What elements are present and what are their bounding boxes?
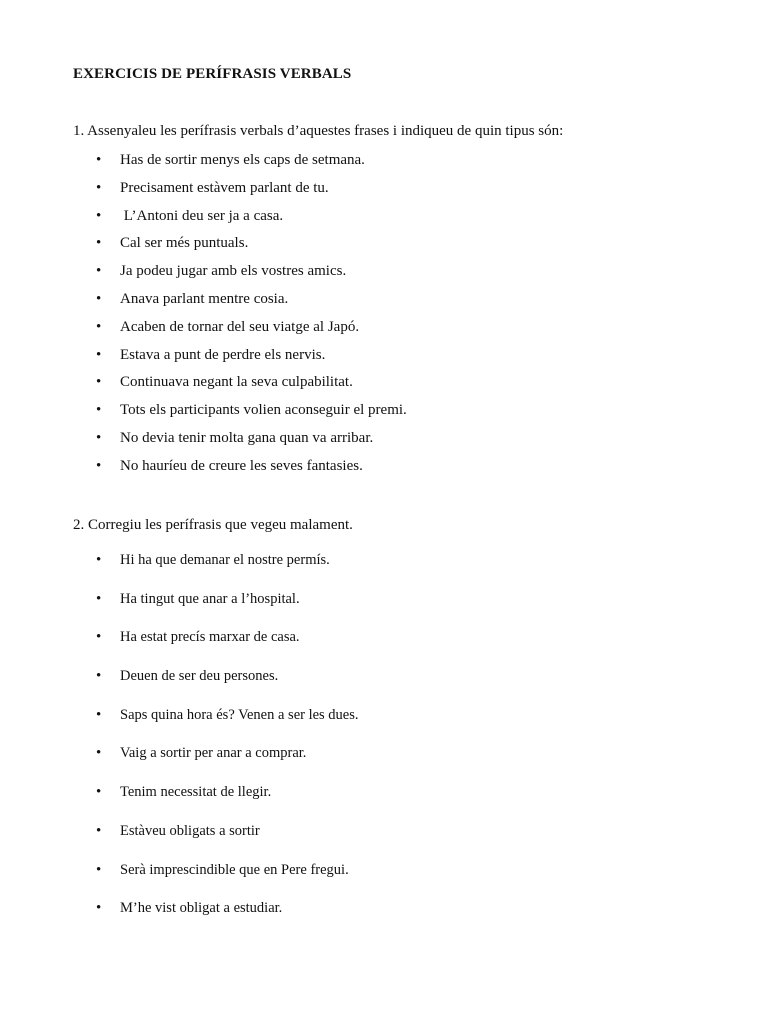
list-item	[96, 821, 716, 860]
bullet-icon: •	[96, 318, 102, 335]
list-item-text: Tenim necessitat de llegir.	[120, 784, 272, 801]
list-item	[96, 428, 716, 456]
bullet-icon: •	[96, 552, 102, 568]
bullet-icon: •	[96, 290, 102, 307]
list-item	[96, 589, 716, 628]
bullet-icon: •	[96, 629, 102, 646]
list-item	[96, 898, 716, 937]
list-item-text: Saps quina hora és? Venen a ser les dues.	[120, 706, 359, 723]
list-item	[96, 627, 716, 666]
exercise-2-heading: 2. Corregiu les perífrasis que vegeu malament.	[73, 517, 353, 533]
list-item-text: Deuen de ser deu persones.	[120, 668, 279, 685]
list-item-text: L’Antoni deu ser ja a casa.	[120, 207, 284, 224]
list-item	[96, 372, 716, 400]
bullet-icon: •	[96, 784, 102, 801]
exercise-1-heading: 1. Assenyaleu les perífrasis verbals d’aquestes frases i indiqueu de quin tipus són:	[73, 123, 564, 139]
bullet-icon: •	[96, 207, 102, 224]
list-item-text: Tots els participants volien aconseguir el premi.	[120, 402, 407, 419]
bullet-icon: •	[96, 745, 102, 762]
bullet-icon: •	[96, 374, 102, 391]
list-item-text: Continuava negant la seva culpabilitat.	[120, 374, 353, 391]
list-item-text: Ha tingut que anar a l’hospital.	[120, 590, 300, 607]
list-item	[96, 666, 716, 705]
bullet-icon: •	[96, 861, 102, 878]
list-item-text: Ha estat precís marxar de casa.	[120, 629, 300, 646]
list-item	[96, 261, 716, 289]
list-item	[96, 150, 716, 178]
bullet-icon: •	[96, 900, 102, 917]
list-item-text: Ja podeu jugar amb els vostres amics.	[120, 263, 347, 280]
bullet-icon: •	[96, 179, 102, 196]
list-item-text: Serà imprescindible que en Pere fregui.	[120, 861, 349, 878]
bullet-icon: •	[96, 152, 102, 168]
bullet-icon: •	[96, 706, 102, 723]
list-item-text: Vaig a sortir per anar a comprar.	[120, 745, 307, 762]
list-item-text: Estava a punt de perdre els nervis.	[120, 346, 326, 363]
list-item	[96, 456, 716, 484]
list-item-text: Has de sortir menys els caps de setmana.	[120, 152, 365, 168]
bullet-icon: •	[96, 668, 102, 685]
bullet-icon: •	[96, 263, 102, 280]
bullet-icon: •	[96, 457, 102, 474]
list-item-text: Precisament estàvem parlant de tu.	[120, 179, 329, 196]
bullet-icon: •	[96, 429, 102, 446]
bullet-icon: •	[96, 235, 102, 252]
list-item-text: Estàveu obligats a sortir	[120, 822, 260, 839]
list-item	[96, 550, 716, 589]
page-title: EXERCICIS DE PERÍFRASIS VERBALS	[73, 66, 352, 82]
list-item	[96, 860, 716, 899]
list-item-text: M’he vist obligat a estudiar.	[120, 900, 283, 917]
list-item-text: Cal ser més puntuals.	[120, 235, 249, 252]
bullet-icon: •	[96, 590, 102, 607]
list-item	[96, 743, 716, 782]
list-item	[96, 782, 716, 821]
bullet-icon: •	[96, 822, 102, 839]
list-item-text: Anava parlant mentre cosia.	[120, 290, 289, 307]
list-item-text: Acaben de tornar del seu viatge al Japó.	[120, 318, 360, 335]
exercise-2-list	[96, 550, 716, 937]
list-item	[96, 345, 716, 373]
bullet-icon: •	[96, 402, 102, 419]
list-item	[96, 705, 716, 744]
list-item	[96, 233, 716, 261]
list-item	[96, 178, 716, 206]
list-item-text: No hauríeu de creure les seves fantasies.	[120, 457, 363, 474]
list-item-text: No devia tenir molta gana quan va arribar.	[120, 429, 374, 446]
list-item-text: Hi ha que demanar el nostre permís.	[120, 552, 330, 568]
list-item	[96, 206, 716, 234]
bullet-icon: •	[96, 346, 102, 363]
list-item	[96, 400, 716, 428]
list-item	[96, 289, 716, 317]
list-item	[96, 317, 716, 345]
exercise-1-list	[96, 150, 716, 484]
